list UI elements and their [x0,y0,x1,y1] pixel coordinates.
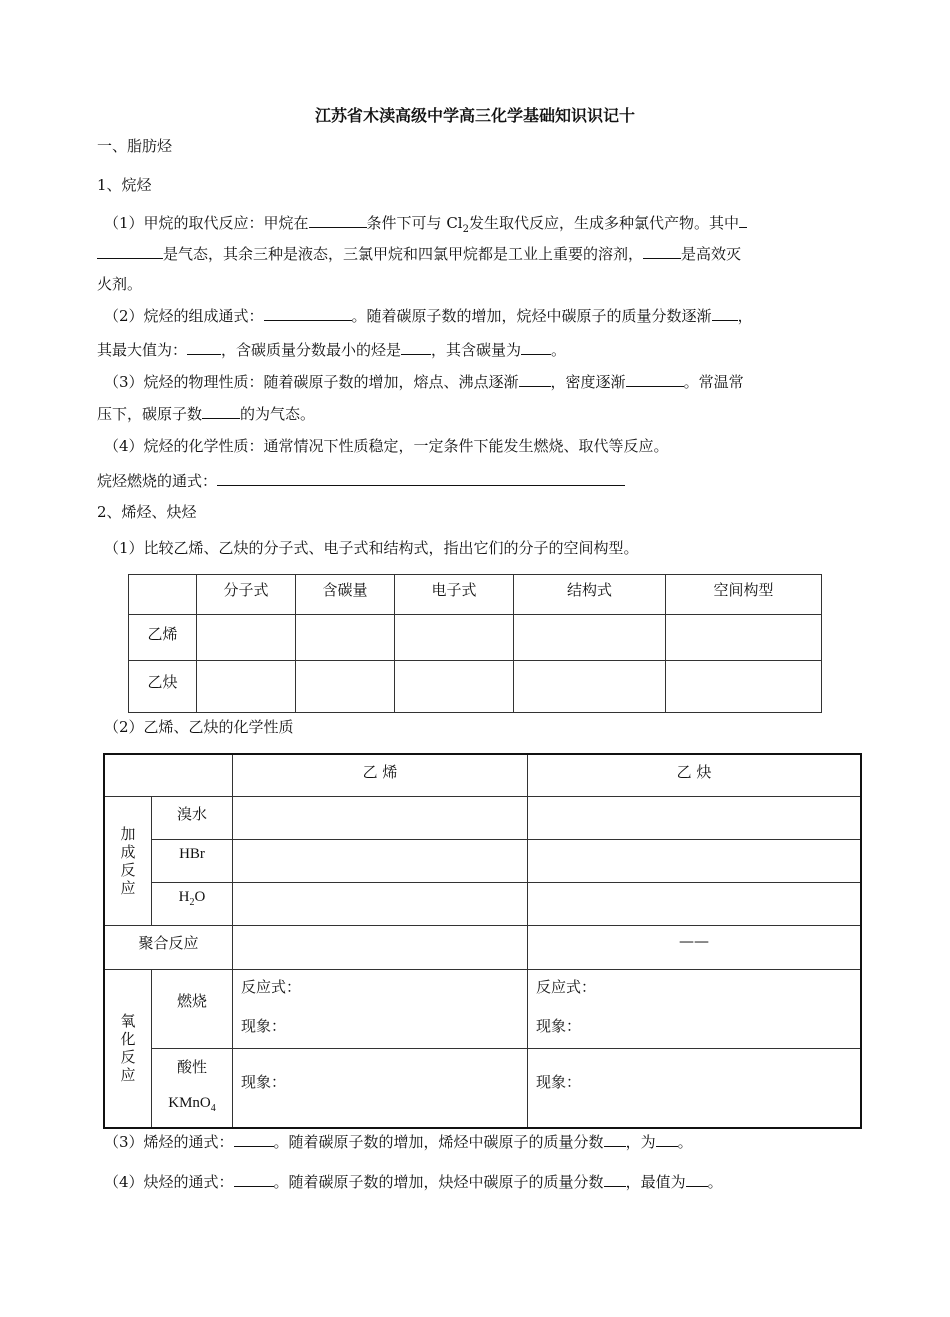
row-label: 乙烯 [129,615,197,661]
paragraph-line: （1）甲烷的取代反应：甲烷在 条件下可与 $Cl_2$发生取代反应，生成多种氯代产物。其中 [104,212,747,240]
section-heading: 一、脂肪烃 [97,137,173,155]
fill-blank[interactable] [521,339,551,355]
table-corner-cell [104,754,233,796]
fill-blank[interactable] [234,1131,274,1147]
table-header-row [104,754,861,796]
table-cell[interactable] [395,615,514,661]
fill-blank[interactable] [656,1131,678,1147]
fill-blank[interactable] [739,212,747,228]
fill-blank[interactable] [519,371,551,387]
dash-cell: —— [528,925,862,969]
table-header-cell: 分子式 [197,575,296,615]
fill-blank[interactable] [401,339,431,355]
page-title: 江苏省木渎高级中学高三化学基础知识识记十 [314,106,635,125]
table-cell[interactable] [197,615,296,661]
table-cell[interactable] [528,796,862,839]
row-group-label: 加成反应 [104,796,152,925]
paragraph-line: （1）比较乙烯、乙炔的分子式、电子式和结构式，指出它们的分子的空间构型。 [104,539,639,557]
table-cell[interactable]: 反应式： 现象： [233,969,528,1048]
table-cell[interactable] [395,661,514,713]
fill-blank[interactable] [217,470,625,486]
table-header-cell: 乙 烯 [233,754,528,796]
table-header-cell: 含碳量 [296,575,395,615]
comparison-table [128,574,822,713]
table-cell[interactable] [233,882,528,925]
table-cell[interactable] [514,615,666,661]
reagent-label: 溴水 [152,796,233,839]
fill-blank[interactable] [686,1171,708,1187]
table-cell[interactable] [528,839,862,882]
paragraph-line: （3）烷烃的物理性质：随着碳原子数的增加，熔点、沸点逐渐 ，密度逐渐 。常温常 [104,373,744,391]
paragraph-line: （4）烷烃的化学性质：通常情况下性质稳定，一定条件下能发生燃烧、取代等反应。 [104,437,669,455]
paragraph-line: 其最大值为： ，含碳质量分数最小的烃是 ，其含碳量为 。 [97,341,567,359]
fill-blank[interactable] [264,305,352,321]
reagent-label: HBr [152,839,233,882]
table-header-cell: 空间构型 [666,575,822,615]
table-cell[interactable]: 反应式： 现象： [528,969,862,1048]
table-header-row [129,575,822,615]
fill-blank[interactable] [309,212,367,228]
paragraph-line: （2）烷烃的组成通式： 。随着碳原子数的增加，烷烃中碳原子的质量分数逐渐 ， [104,307,753,325]
fill-blank[interactable] [202,403,240,419]
table-row [104,969,861,1048]
fill-blank[interactable] [97,243,163,259]
fill-blank[interactable] [626,371,684,387]
table-header-cell: 乙 炔 [528,754,862,796]
paragraph-line: （4）炔烃的通式： 。随着碳原子数的增加，炔烃中碳原子的质量分数 ，最值为 。 [104,1173,723,1191]
row-group-label: 氧化反应 [104,969,152,1128]
table-row [129,661,822,713]
reagent-label: 酸性 KMnO$_4$ [152,1048,233,1128]
table-cell[interactable] [296,661,395,713]
table-row [104,839,861,882]
table-header-cell [129,575,197,615]
reagent-label: 燃烧 [152,969,233,1048]
table-cell[interactable] [233,796,528,839]
row-label: 乙炔 [129,661,197,713]
row-label: 聚合反应 [104,925,233,969]
table-cell[interactable] [514,661,666,713]
table-cell[interactable] [296,615,395,661]
paragraph-line: （2）乙烯、乙炔的化学性质 [104,718,294,736]
table-cell[interactable] [233,925,528,969]
paragraph-line: （3）烯烃的通式： 。随着碳原子数的增加，烯烃中碳原子的质量分数 ，为 。 [104,1133,693,1151]
paragraph-line: 火剂。 [97,275,143,293]
table-row [104,796,861,839]
table-cell[interactable] [528,882,862,925]
table-cell[interactable] [666,661,822,713]
fill-blank[interactable] [604,1131,626,1147]
table-cell[interactable] [666,615,822,661]
table-row [104,925,861,969]
table-cell[interactable]: 现象： [528,1048,862,1128]
paragraph-line: 压下，碳原子数 的为气态。 [97,405,316,423]
fill-blank[interactable] [604,1171,626,1187]
reagent-label: $H_2O$ [152,882,233,925]
table-row [104,882,861,925]
table-header-cell: 结构式 [514,575,666,615]
subsection-heading: 2、烯烃、炔烃 [97,503,197,521]
paragraph-line: 烷烃燃烧的通式： [97,470,625,491]
paragraph-line: 是气态，其余三种是液态，三氯甲烷和四氯甲烷都是工业上重要的溶剂， 是高效灭 [97,243,741,264]
table-cell[interactable] [197,661,296,713]
table-cell[interactable] [233,839,528,882]
fill-blank[interactable] [234,1171,274,1187]
table-row [129,615,822,661]
fill-blank[interactable] [187,339,221,355]
table-cell[interactable]: 现象： [233,1048,528,1128]
table-row [104,1048,861,1128]
subsection-heading: 1、烷烃 [97,176,152,194]
fill-blank[interactable] [712,305,738,321]
table-header-cell: 电子式 [395,575,514,615]
fill-blank[interactable] [643,243,681,259]
properties-table [103,753,862,1129]
